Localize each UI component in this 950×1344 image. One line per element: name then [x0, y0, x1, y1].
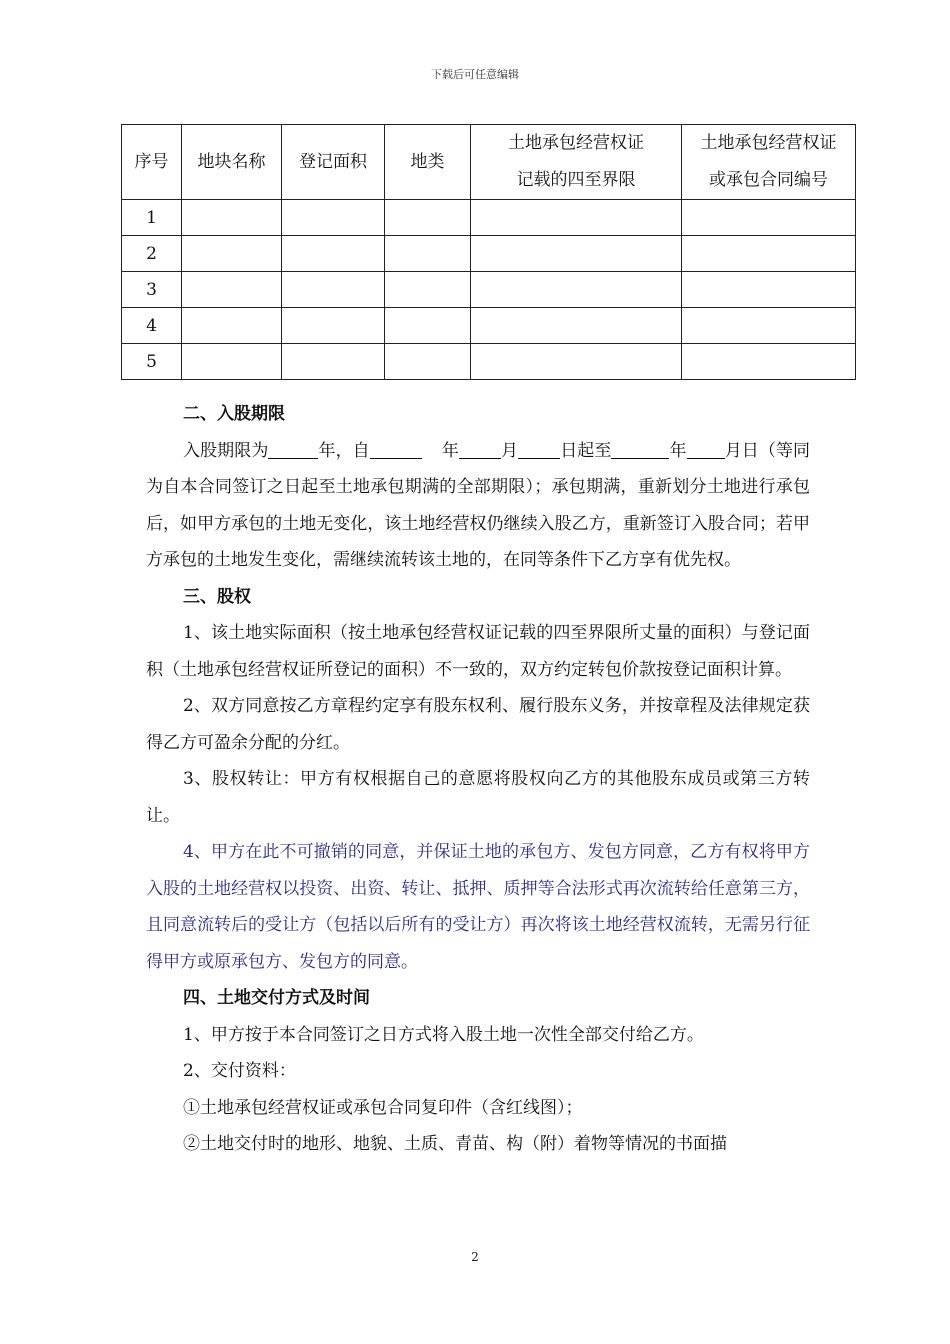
term-text-d: 月	[500, 440, 519, 461]
row-serial: 2	[122, 236, 182, 272]
cell-land-type	[385, 200, 471, 236]
cell-parcel-name	[182, 272, 282, 308]
blank-start-month[interactable]	[459, 438, 501, 459]
header-boundaries-line2: 记载的四至界限	[516, 170, 636, 190]
cell-area	[282, 200, 385, 236]
term-text-g: 月	[724, 440, 742, 461]
header-contract-number-line1: 土地承包经营权证	[700, 133, 837, 153]
cell-boundaries	[471, 308, 682, 344]
cell-area	[282, 308, 385, 344]
header-contract-number	[682, 125, 856, 200]
header-boundaries	[471, 125, 682, 200]
header-land-type: 地类	[385, 125, 471, 200]
term-text-h: 日（等同为自本合同签订之日起至土地承包期满的全部期限）；承包期满，重新划分土地进行承包后，如甲方承包的土地无变化，该土地经营权仍继续入股乙方，重新签订入股合同；若甲方承包的土地发生变化，需继续流转该土地的，在同等条件下乙方享有优先权。	[146, 440, 811, 570]
header-contract-number-line2: 或承包合同编号	[709, 170, 828, 190]
cell-land-type	[385, 236, 471, 272]
header-boundaries-line1: 土地承包经营权证	[508, 133, 644, 153]
equity-item-4: 4、甲方在此不可撤销的同意，并保证土地的承包方、发包方同意，乙方有权将甲方入股的土地经营权以投资、出资、转让、抵押、质押等合法形式再次流转给任意第三方，且同意流转后的受让方（包括以后所有的受让方）再次将该土地经营权流转，无需另行征得甲方或原承包方、发包方的同意。	[146, 842, 810, 972]
row-serial: 3	[122, 272, 182, 308]
page-number: 2	[471, 1250, 479, 1264]
cell-contract-number	[682, 236, 856, 272]
table-row	[122, 308, 856, 344]
row-serial: 4	[122, 308, 182, 344]
cell-boundaries	[471, 200, 682, 236]
blank-start-year[interactable]	[370, 438, 422, 459]
delivery-subitem-1: ①土地承包经营权证或承包合同复印件（含红线图）；	[183, 1097, 583, 1118]
cell-contract-number	[682, 200, 856, 236]
cell-land-type	[385, 344, 471, 380]
blank-end-month[interactable]	[687, 438, 725, 459]
land-parcel-table	[121, 124, 856, 380]
cell-boundaries	[471, 344, 682, 380]
delivery-item-2: 2、交付资料：	[183, 1061, 296, 1081]
term-text-f: 年	[669, 440, 687, 461]
header-parcel-name: 地块名称	[182, 125, 282, 200]
blank-years[interactable]	[268, 438, 318, 459]
equity-item-2: 2、双方同意按乙方章程约定享有股东权利、履行股东义务，并按章程及法律规定获得乙方可盈余分配的分红。	[146, 696, 810, 753]
table-row	[122, 236, 856, 272]
cell-area	[282, 236, 385, 272]
section-heading-delivery: 四、土地交付方式及时间	[183, 988, 370, 1008]
delivery-item-1: 1、甲方按于本合同签订之日方式将入股土地一次性全部交付给乙方。	[183, 1024, 704, 1045]
table-row	[122, 272, 856, 308]
cell-boundaries	[471, 272, 682, 308]
delivery-subitem-2: ②土地交付时的地形、地貌、土质、青苗、构（附）着物等情况的书面描	[183, 1134, 727, 1154]
term-text-a: 入股期限为	[183, 440, 269, 461]
cell-contract-number	[682, 344, 856, 380]
cell-land-type	[385, 272, 471, 308]
document-body	[146, 396, 810, 1163]
table-row	[122, 344, 856, 380]
page-header: 下载后可任意编辑	[431, 68, 519, 81]
cell-parcel-name	[182, 308, 282, 344]
cell-land-type	[385, 308, 471, 344]
equity-item-1: 1、该土地实际面积（按土地承包经营权证记载的四至界限所丈量的面积）与登记面积（土地承包经营权证所登记的面积）不一致的，双方约定转包价款按登记面积计算。	[146, 623, 810, 680]
header-serial-number: 序号	[122, 125, 182, 200]
term-text-c: 年	[441, 440, 459, 461]
cell-contract-number	[682, 308, 856, 344]
cell-parcel-name	[182, 344, 282, 380]
term-text-b: 年，自	[318, 440, 370, 461]
table-row	[122, 200, 856, 236]
header-registered-area: 登记面积	[282, 125, 385, 200]
cell-area	[282, 344, 385, 380]
row-serial: 1	[122, 200, 182, 236]
section-heading-term: 二、入股期限	[183, 404, 285, 424]
table-header-row	[122, 125, 856, 200]
term-paragraph	[146, 433, 810, 579]
blank-end-year[interactable]	[611, 438, 669, 459]
blank-start-day[interactable]	[518, 438, 560, 459]
cell-parcel-name	[182, 200, 282, 236]
row-serial: 5	[122, 344, 182, 380]
cell-contract-number	[682, 272, 856, 308]
equity-item-3: 3、股权转让：甲方有权根据自己的意愿将股权向乙方的其他股东成员或第三方转让。	[146, 769, 810, 826]
cell-area	[282, 272, 385, 308]
section-heading-equity: 三、股权	[183, 586, 251, 607]
cell-parcel-name	[182, 236, 282, 272]
term-text-e: 日起至	[560, 440, 612, 461]
cell-boundaries	[471, 236, 682, 272]
